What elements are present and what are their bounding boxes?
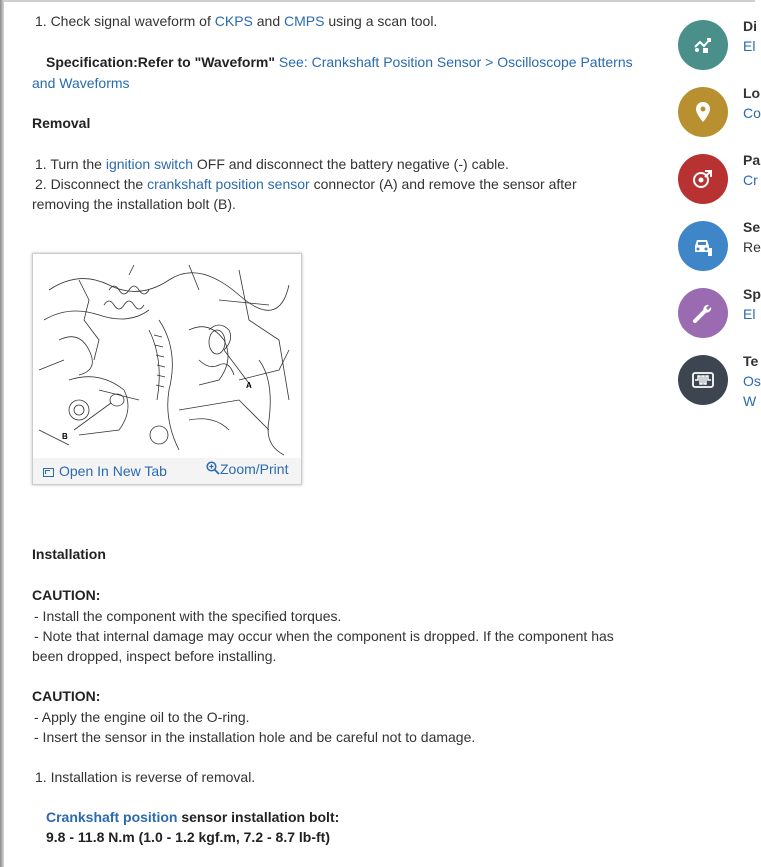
crankshaft-position-link[interactable]: Crankshaft position: [46, 809, 178, 825]
sidebar-item-technical[interactable]: [678, 353, 761, 415]
removal-step-1: [35, 154, 509, 174]
waveform-icon: [678, 355, 728, 405]
step-text: 1. Turn the: [35, 156, 106, 172]
ckps-link[interactable]: CKPS: [214, 13, 253, 29]
step-text: using a scan tool.: [324, 13, 438, 29]
zoom-print-link[interactable]: [206, 461, 288, 477]
ignition-switch-link[interactable]: ignition switch: [105, 156, 193, 172]
step-text: and: [252, 13, 285, 29]
torque-spec: [46, 807, 339, 827]
wrench-icon: [678, 288, 728, 338]
spec-link-cont: [32, 73, 130, 93]
sidebar-title: Te: [743, 353, 759, 369]
sensor-illustration-figure: [32, 253, 302, 485]
open-in-new-tab-label: Open In New Tab: [59, 463, 167, 479]
figure-label-a: A: [246, 381, 252, 390]
sidebar-title: Se: [743, 219, 761, 235]
caution-text: CAUTION:: [32, 688, 101, 704]
figure-actions: [33, 458, 301, 484]
sidebar-title: Sp: [743, 286, 761, 302]
sidebar-sub-link[interactable]: Cr: [743, 172, 758, 188]
sidebar-item-parts[interactable]: [678, 152, 761, 208]
crankshaft-sensor-link[interactable]: crankshaft position sensor: [147, 176, 310, 192]
cmps-link[interactable]: CMPS: [284, 13, 325, 29]
zoom-icon: [206, 461, 220, 475]
sidebar-sub-link[interactable]: Co: [743, 105, 761, 121]
heading-text: Removal: [32, 115, 91, 131]
installation-heading: [32, 544, 106, 564]
sidebar-sub-link[interactable]: El: [743, 306, 756, 322]
sidebar-item-location[interactable]: [678, 85, 761, 141]
caution-2-item-1: - Apply the engine oil to the O-ring.: [34, 709, 250, 725]
sidebar-sub-text: Re: [743, 239, 761, 255]
figure-label-b: B: [62, 432, 68, 441]
caution-1-item-2: - Note that internal damage may occur when the component is dropped. If the component has: [34, 628, 614, 644]
step-text: 1. Check signal waveform of: [35, 13, 215, 29]
caution-2-item-2: - Insert the sensor in the installation hole and be careful not to damage.: [34, 729, 476, 745]
caution-1-item-1: - Install the component with the specified torques.: [34, 608, 342, 624]
specification: [46, 52, 633, 72]
torque-value-text: 9.8 - 11.8 N.m (1.0 - 1.2 kgf.m, 7.2 - 8.7 lb-ft): [46, 829, 330, 845]
location-pin-icon: [678, 87, 728, 137]
step-check-waveform: [35, 11, 437, 31]
service-car-icon: [678, 221, 728, 271]
removal-step-2-cont: removing the installation bolt (B).: [32, 196, 236, 212]
step-text: 2. Disconnect the: [35, 176, 148, 192]
sidebar-sub-link[interactable]: El: [743, 38, 756, 54]
sidebar-item-special-tools[interactable]: [678, 286, 761, 342]
spec-label: Specification:Refer to "Waveform": [46, 54, 276, 70]
torque-value: [46, 827, 330, 847]
sidebar-sub-link-2[interactable]: W: [743, 393, 757, 409]
new-tab-icon: [43, 468, 54, 477]
caution-1-item-2-cont: been dropped, inspect before installing.: [32, 648, 277, 664]
parts-icon: [678, 154, 728, 204]
sidebar-title: Lo: [743, 85, 761, 101]
caution-text: CAUTION:: [32, 587, 101, 603]
installation-step-1: 1. Installation is reverse of removal.: [35, 769, 256, 785]
sidebar-item-service[interactable]: [678, 219, 761, 275]
spec-link-2[interactable]: and Waveforms: [32, 75, 130, 91]
removal-step-2: [35, 174, 577, 194]
sidebar-title: Pa: [743, 152, 761, 168]
zoom-print-label: Zoom/Print: [220, 461, 289, 477]
open-in-new-tab-link[interactable]: [43, 463, 167, 479]
removal-heading: [32, 113, 90, 133]
caution-2-heading: [32, 686, 100, 706]
diagram-icon: [678, 20, 728, 70]
sidebar-title: Di: [743, 18, 757, 34]
step-text: connector (A) and remove the sensor after: [309, 176, 577, 192]
sidebar-sub-link[interactable]: Os: [743, 373, 761, 389]
engine-line-drawing: [39, 260, 295, 456]
sidebar-item-diagrams[interactable]: [678, 20, 755, 74]
torque-label: sensor installation bolt:: [177, 809, 340, 825]
spec-link[interactable]: See: Crankshaft Position Sensor > Oscilloscope Patterns: [275, 54, 633, 70]
caution-1-heading: [32, 585, 100, 605]
top-border: [0, 0, 755, 2]
heading-text: Installation: [32, 546, 106, 562]
step-text: OFF and disconnect the battery negative (-) cable.: [192, 156, 509, 172]
left-border: [0, 0, 4, 867]
